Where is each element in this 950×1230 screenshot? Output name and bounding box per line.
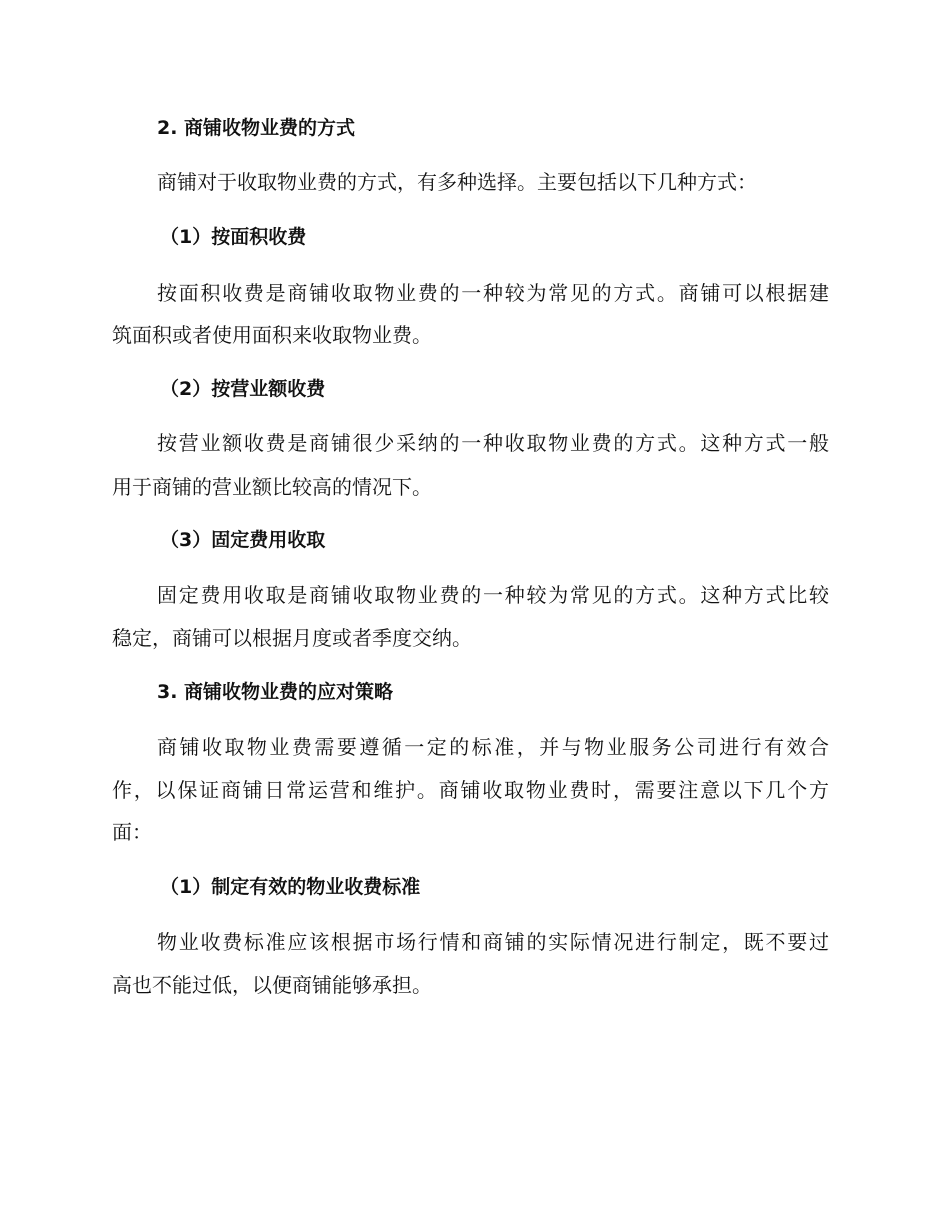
method-2-heading: （2）按营业额收费	[160, 378, 326, 400]
section-3-paragraph-line-1: 商铺收取物业费需要遵循一定的标准，并与物业服务公司进行有效合	[157, 735, 829, 759]
point-1-paragraph-line-1: 物业收费标准应该根据市场行情和商铺的实际情况进行制定，既不要过	[157, 930, 829, 954]
section-2-heading: 2. 商铺收物业费的方式	[157, 117, 356, 139]
section-2-intro: 商铺对于收取物业费的方式，有多种选择。主要包括以下几种方式：	[157, 170, 757, 194]
method-1-heading: （1）按面积收费	[160, 226, 307, 248]
method-1-paragraph-line-2: 筑面积或者使用面积来收取物业费。	[112, 323, 432, 347]
section-3-heading: 3. 商铺收物业费的应对策略	[157, 681, 394, 703]
point-1-paragraph-line-2: 高也不能过低，以便商铺能够承担。	[112, 973, 432, 997]
method-3-paragraph-line-1: 固定费用收取是商铺收取物业费的一种较为常见的方式。这种方式比较	[157, 583, 829, 607]
method-2-paragraph-line-1: 按营业额收费是商铺很少采纳的一种收取物业费的方式。这种方式一般	[157, 431, 829, 455]
method-3-paragraph-line-2: 稳定，商铺可以根据月度或者季度交纳。	[112, 626, 472, 650]
section-3-paragraph-line-2: 作，以保证商铺日常运营和维护。商铺收取物业费时，需要注意以下几个方	[112, 778, 829, 802]
method-2-paragraph-line-2: 用于商铺的营业额比较高的情况下。	[112, 475, 432, 499]
section-3-paragraph-line-3: 面：	[112, 820, 152, 844]
method-1-paragraph-line-1: 按面积收费是商铺收取物业费的一种较为常见的方式。商铺可以根据建	[157, 281, 829, 305]
method-3-heading: （3）固定费用收取	[160, 529, 326, 551]
point-1-heading: （1）制定有效的物业收费标准	[160, 876, 421, 898]
